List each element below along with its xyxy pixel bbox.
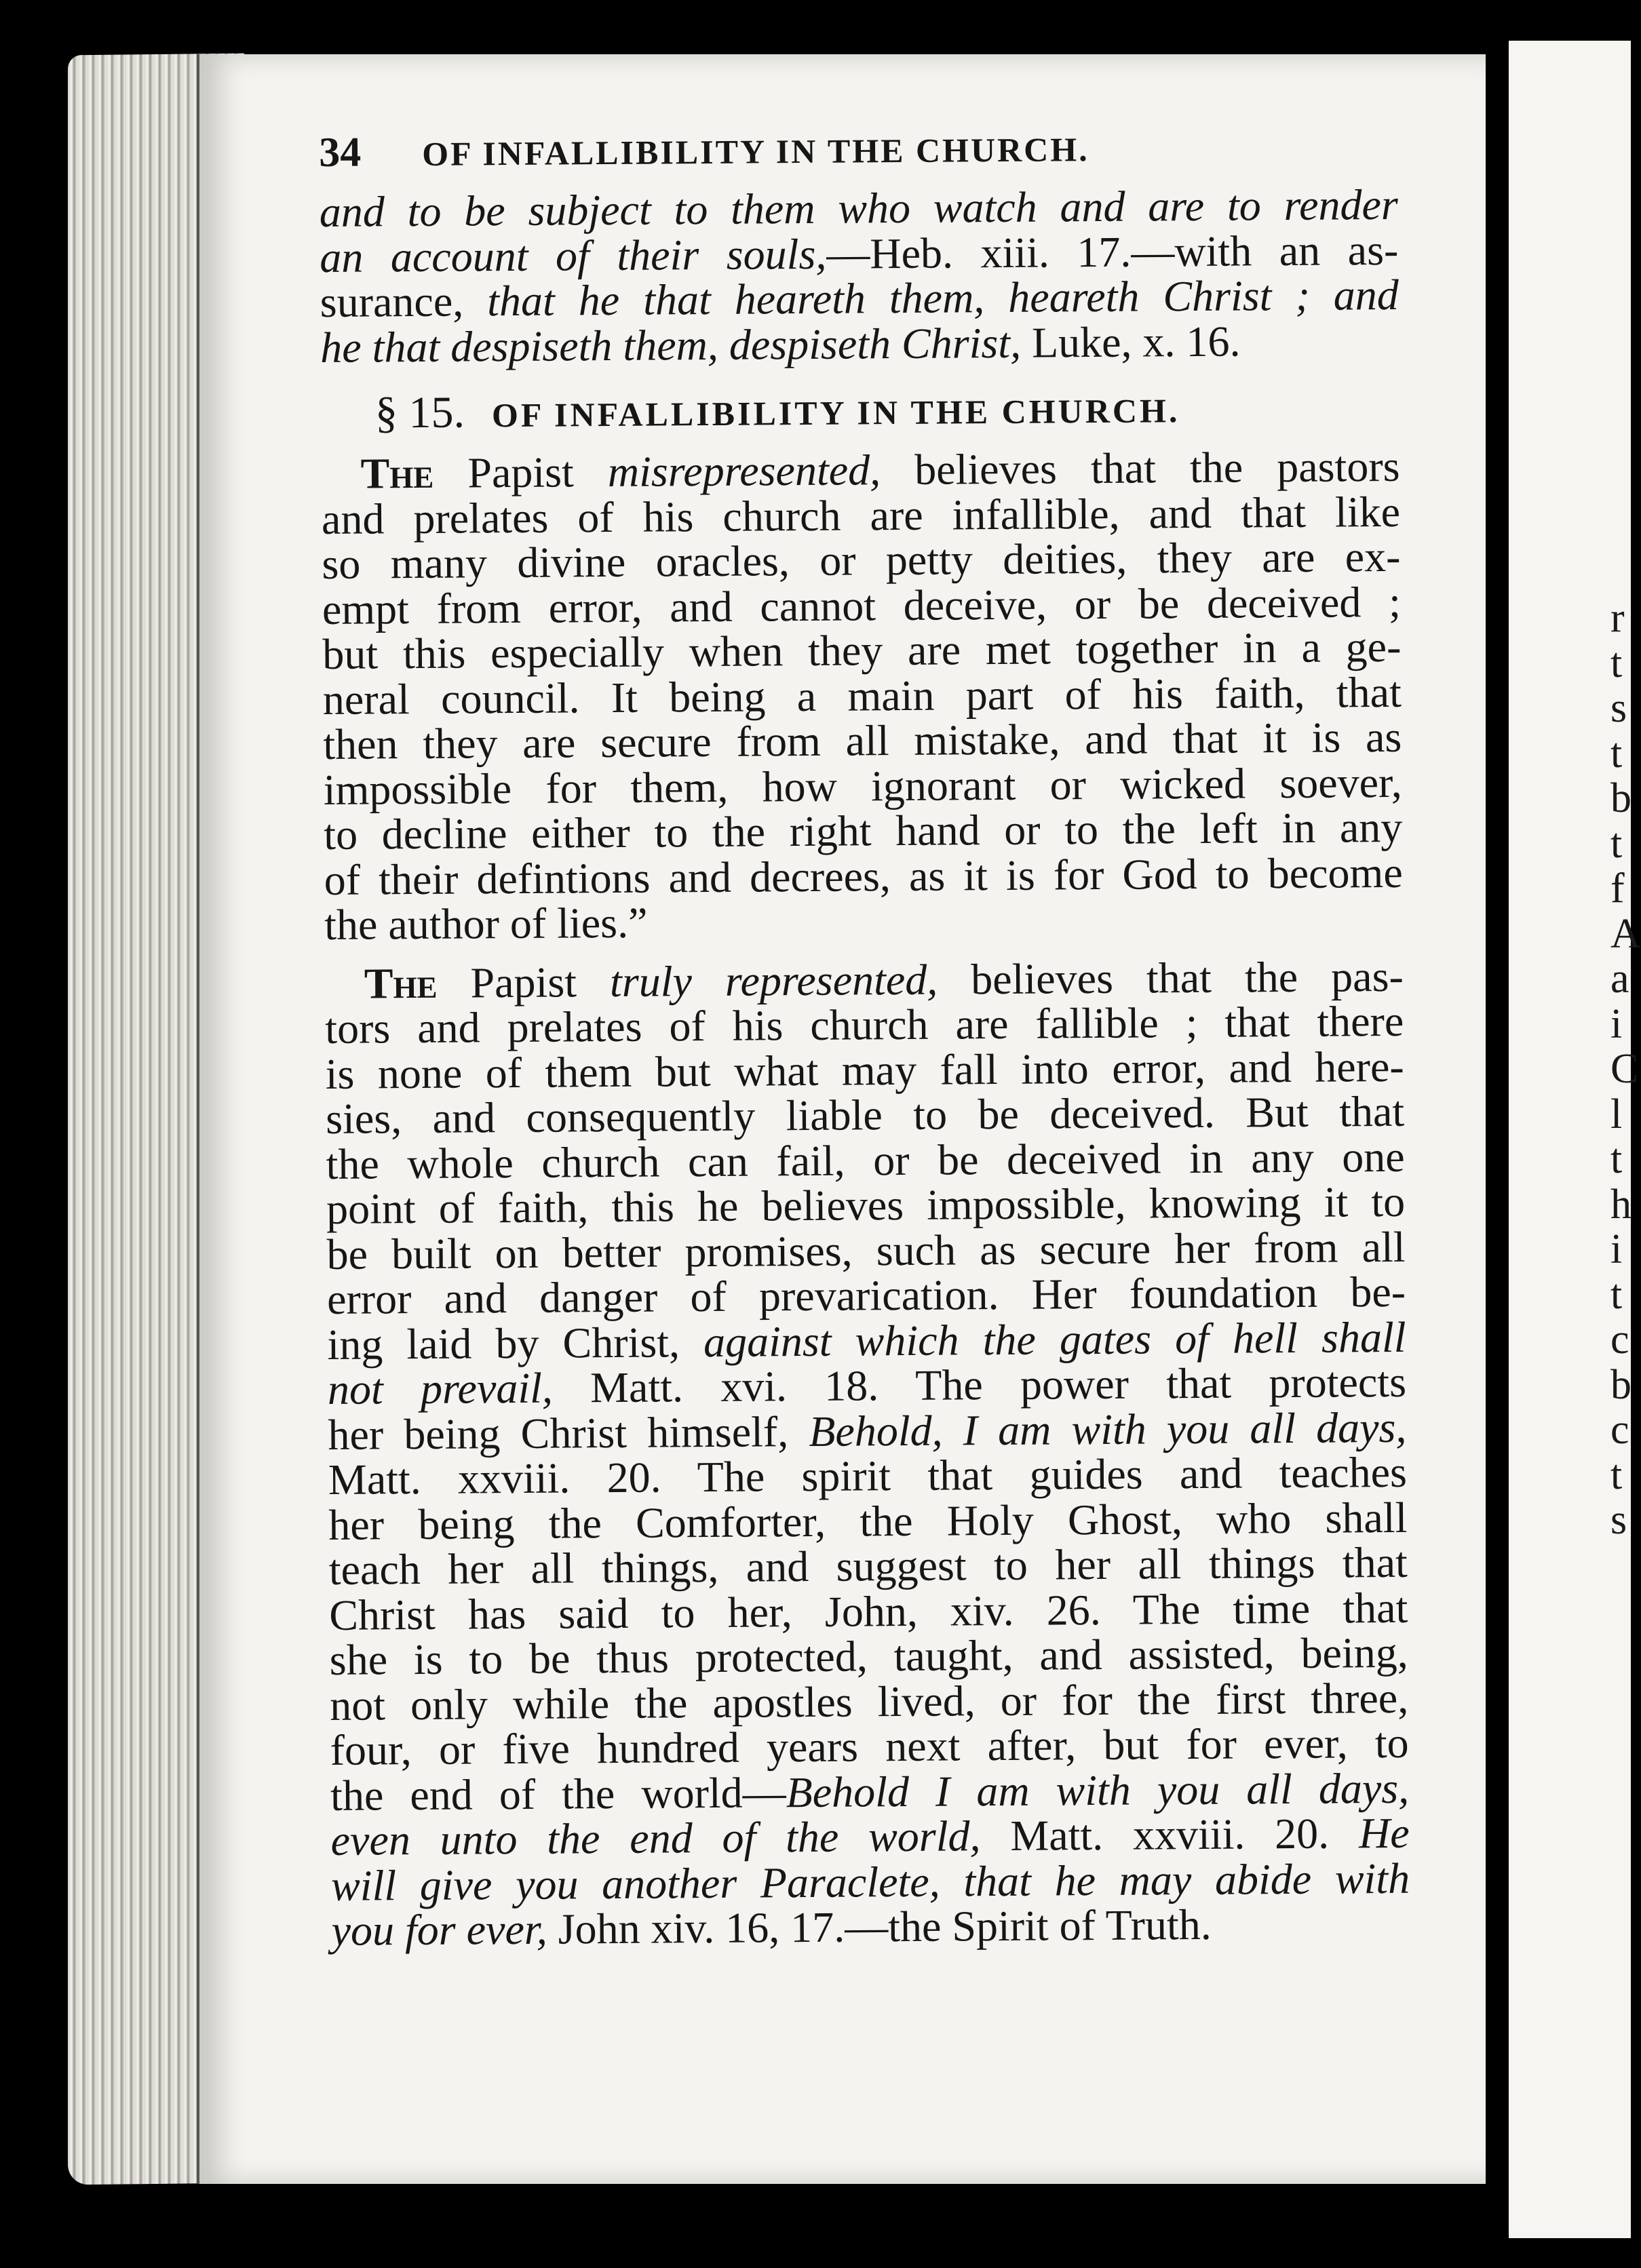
truly-represented-paragraph bbox=[325, 954, 1410, 1953]
text-run: Matt. xxviii. 20. The spirit that guides and teaches bbox=[328, 1447, 1408, 1504]
text-run: not only while the apostles lived, or for the first three, bbox=[329, 1673, 1409, 1729]
page-text-block bbox=[319, 121, 1410, 1954]
text-run: her being the Comforter, the Holy Ghost, who shall bbox=[328, 1493, 1408, 1549]
text-run: John xiv. 16, 17.—the Spirit of Truth. bbox=[547, 1900, 1212, 1953]
text-run: impossible for them, how ignorant or wicked soever, bbox=[323, 758, 1403, 814]
facing-page-letter: l bbox=[1610, 1091, 1623, 1137]
text-run: the end of the world— bbox=[330, 1767, 786, 1820]
text-run: then they are secure from all mistake, and that it is as bbox=[323, 712, 1402, 768]
facing-page-letter: t bbox=[1610, 1271, 1623, 1318]
text-run: of their defintions and decrees, as it is for God to become bbox=[324, 848, 1403, 904]
facing-page-letter: t bbox=[1610, 820, 1623, 867]
section-number: § 15. bbox=[374, 387, 465, 438]
text-run: but this especially when they are met together in a ge- bbox=[322, 622, 1402, 678]
text-run: four, or five hundred years next after, but for ever, to bbox=[330, 1718, 1409, 1774]
text-run: and to be subject to them who watch and are to render bbox=[319, 180, 1399, 236]
text-run: Matt. xvi. 18. The power that protects bbox=[552, 1357, 1407, 1412]
text-run: Christ has said to her, John, xiv. 26. The time that bbox=[329, 1583, 1408, 1639]
text-run: tors and prelates of his church are fallible ; that there bbox=[325, 996, 1404, 1053]
text-run: error and danger of prevarication. Her foundation be- bbox=[326, 1267, 1406, 1323]
carryover-paragraph bbox=[320, 182, 1399, 370]
book-gutter bbox=[1486, 47, 1509, 2218]
facing-page-letter: t bbox=[1610, 730, 1623, 777]
running-head bbox=[319, 121, 1398, 190]
text-run: —Heb. xiii. 17.—with an as- bbox=[826, 225, 1399, 278]
text-run: ing laid by Christ, bbox=[327, 1317, 704, 1369]
facing-page-letter: a bbox=[1610, 956, 1629, 1002]
facing-page-letter: t bbox=[1610, 1136, 1623, 1182]
text-run: her being Christ himself, bbox=[328, 1407, 809, 1459]
facing-page-letter: f bbox=[1610, 865, 1625, 912]
text-run: so many divine oracles, or petty deities, they are ex- bbox=[322, 532, 1401, 588]
text-run: misrepresented, bbox=[607, 446, 881, 496]
text-line bbox=[324, 895, 1403, 948]
text-run: Behold I am with you all days, bbox=[786, 1763, 1410, 1816]
text-line bbox=[331, 1901, 1410, 1954]
text-run: He bbox=[1358, 1808, 1410, 1858]
text-run: that he that heareth them, heareth Christ ; and bbox=[486, 270, 1399, 326]
text-run: Matt. xxviii. 20. bbox=[980, 1809, 1359, 1860]
facing-page-letter: i bbox=[1610, 1226, 1623, 1272]
section-heading bbox=[374, 380, 1399, 438]
facing-page-letter: h bbox=[1610, 1181, 1632, 1228]
facing-page-strip bbox=[1509, 41, 1641, 2238]
text-run: The bbox=[360, 448, 434, 498]
text-run: point of faith, this he believes impossible, knowing it to bbox=[326, 1177, 1406, 1233]
running-head-title: OF INFALLIBILITY IN THE CHURCH. bbox=[422, 130, 1089, 173]
text-run: the author of lies.” bbox=[324, 898, 648, 949]
facing-page-letter: i bbox=[1610, 1000, 1623, 1047]
text-run: believes that the pastors bbox=[880, 442, 1400, 494]
text-run: The bbox=[364, 958, 438, 1008]
text-run: be built on better promises, such as secure her from all bbox=[326, 1222, 1406, 1278]
text-run: Papist bbox=[433, 448, 609, 497]
text-run: Behold, I am with you all days, bbox=[809, 1403, 1407, 1455]
text-run: surance, bbox=[320, 277, 488, 326]
text-line bbox=[320, 317, 1399, 370]
text-run: empt from error, and cannot deceive, or be deceived ; bbox=[322, 577, 1402, 633]
text-run: will give you another Paraclete, that he may abide with bbox=[330, 1854, 1410, 1910]
section-title: OF INFALLIBILITY IN THE CHURCH. bbox=[491, 391, 1180, 435]
text-run: to decline either to the right hand or to the left in any bbox=[324, 802, 1403, 859]
text-line bbox=[331, 1856, 1410, 1909]
text-run: sies, and consequently liable to be deceived. But that bbox=[325, 1087, 1405, 1143]
text-run: against which the gates of hell shall bbox=[703, 1312, 1406, 1366]
facing-page-letter: A bbox=[1610, 910, 1641, 957]
facing-page-letter: b bbox=[1610, 775, 1632, 821]
text-run: truly represented, bbox=[609, 955, 938, 1006]
text-run: neral council. It being a main part of his faith, that bbox=[322, 667, 1402, 724]
page-number: 34 bbox=[319, 129, 362, 176]
text-run: she is to be thus protected, taught, and assisted, being, bbox=[329, 1628, 1408, 1684]
text-run: Papist bbox=[437, 957, 611, 1007]
text-line bbox=[324, 850, 1403, 903]
text-run: the whole church can fail, or be deceived in any one bbox=[326, 1132, 1405, 1188]
text-run: teach her all things, and suggest to her all things that bbox=[328, 1538, 1408, 1594]
facing-page-letter: c bbox=[1610, 1407, 1629, 1453]
facing-page-letter: t bbox=[1610, 1451, 1623, 1498]
text-run: Luke, x. 16. bbox=[1020, 317, 1241, 367]
misrepresented-paragraph bbox=[321, 444, 1403, 948]
facing-page-letter: t bbox=[1610, 640, 1623, 686]
text-run: even unto the end of the world, bbox=[330, 1812, 981, 1864]
text-run: believes that the pas- bbox=[938, 952, 1404, 1004]
facing-page-letter: r bbox=[1610, 595, 1625, 641]
text-run: an account of their souls, bbox=[320, 229, 827, 281]
facing-page-letter: s bbox=[1610, 685, 1627, 731]
text-run: is none of them but what may fall into error, and here- bbox=[325, 1042, 1404, 1098]
text-run: he that despiseth them, despiseth Christ, bbox=[320, 318, 1022, 372]
facing-page-letter: b bbox=[1610, 1361, 1632, 1408]
text-run: not prevail, bbox=[327, 1363, 554, 1413]
facing-page-letter: c bbox=[1610, 1316, 1629, 1363]
facing-page-letter: s bbox=[1610, 1497, 1627, 1543]
text-run: you for ever, bbox=[331, 1904, 547, 1955]
text-run: and prelates of his church are infallible, and that like bbox=[321, 487, 1401, 543]
facing-page-letter: C bbox=[1610, 1046, 1639, 1092]
